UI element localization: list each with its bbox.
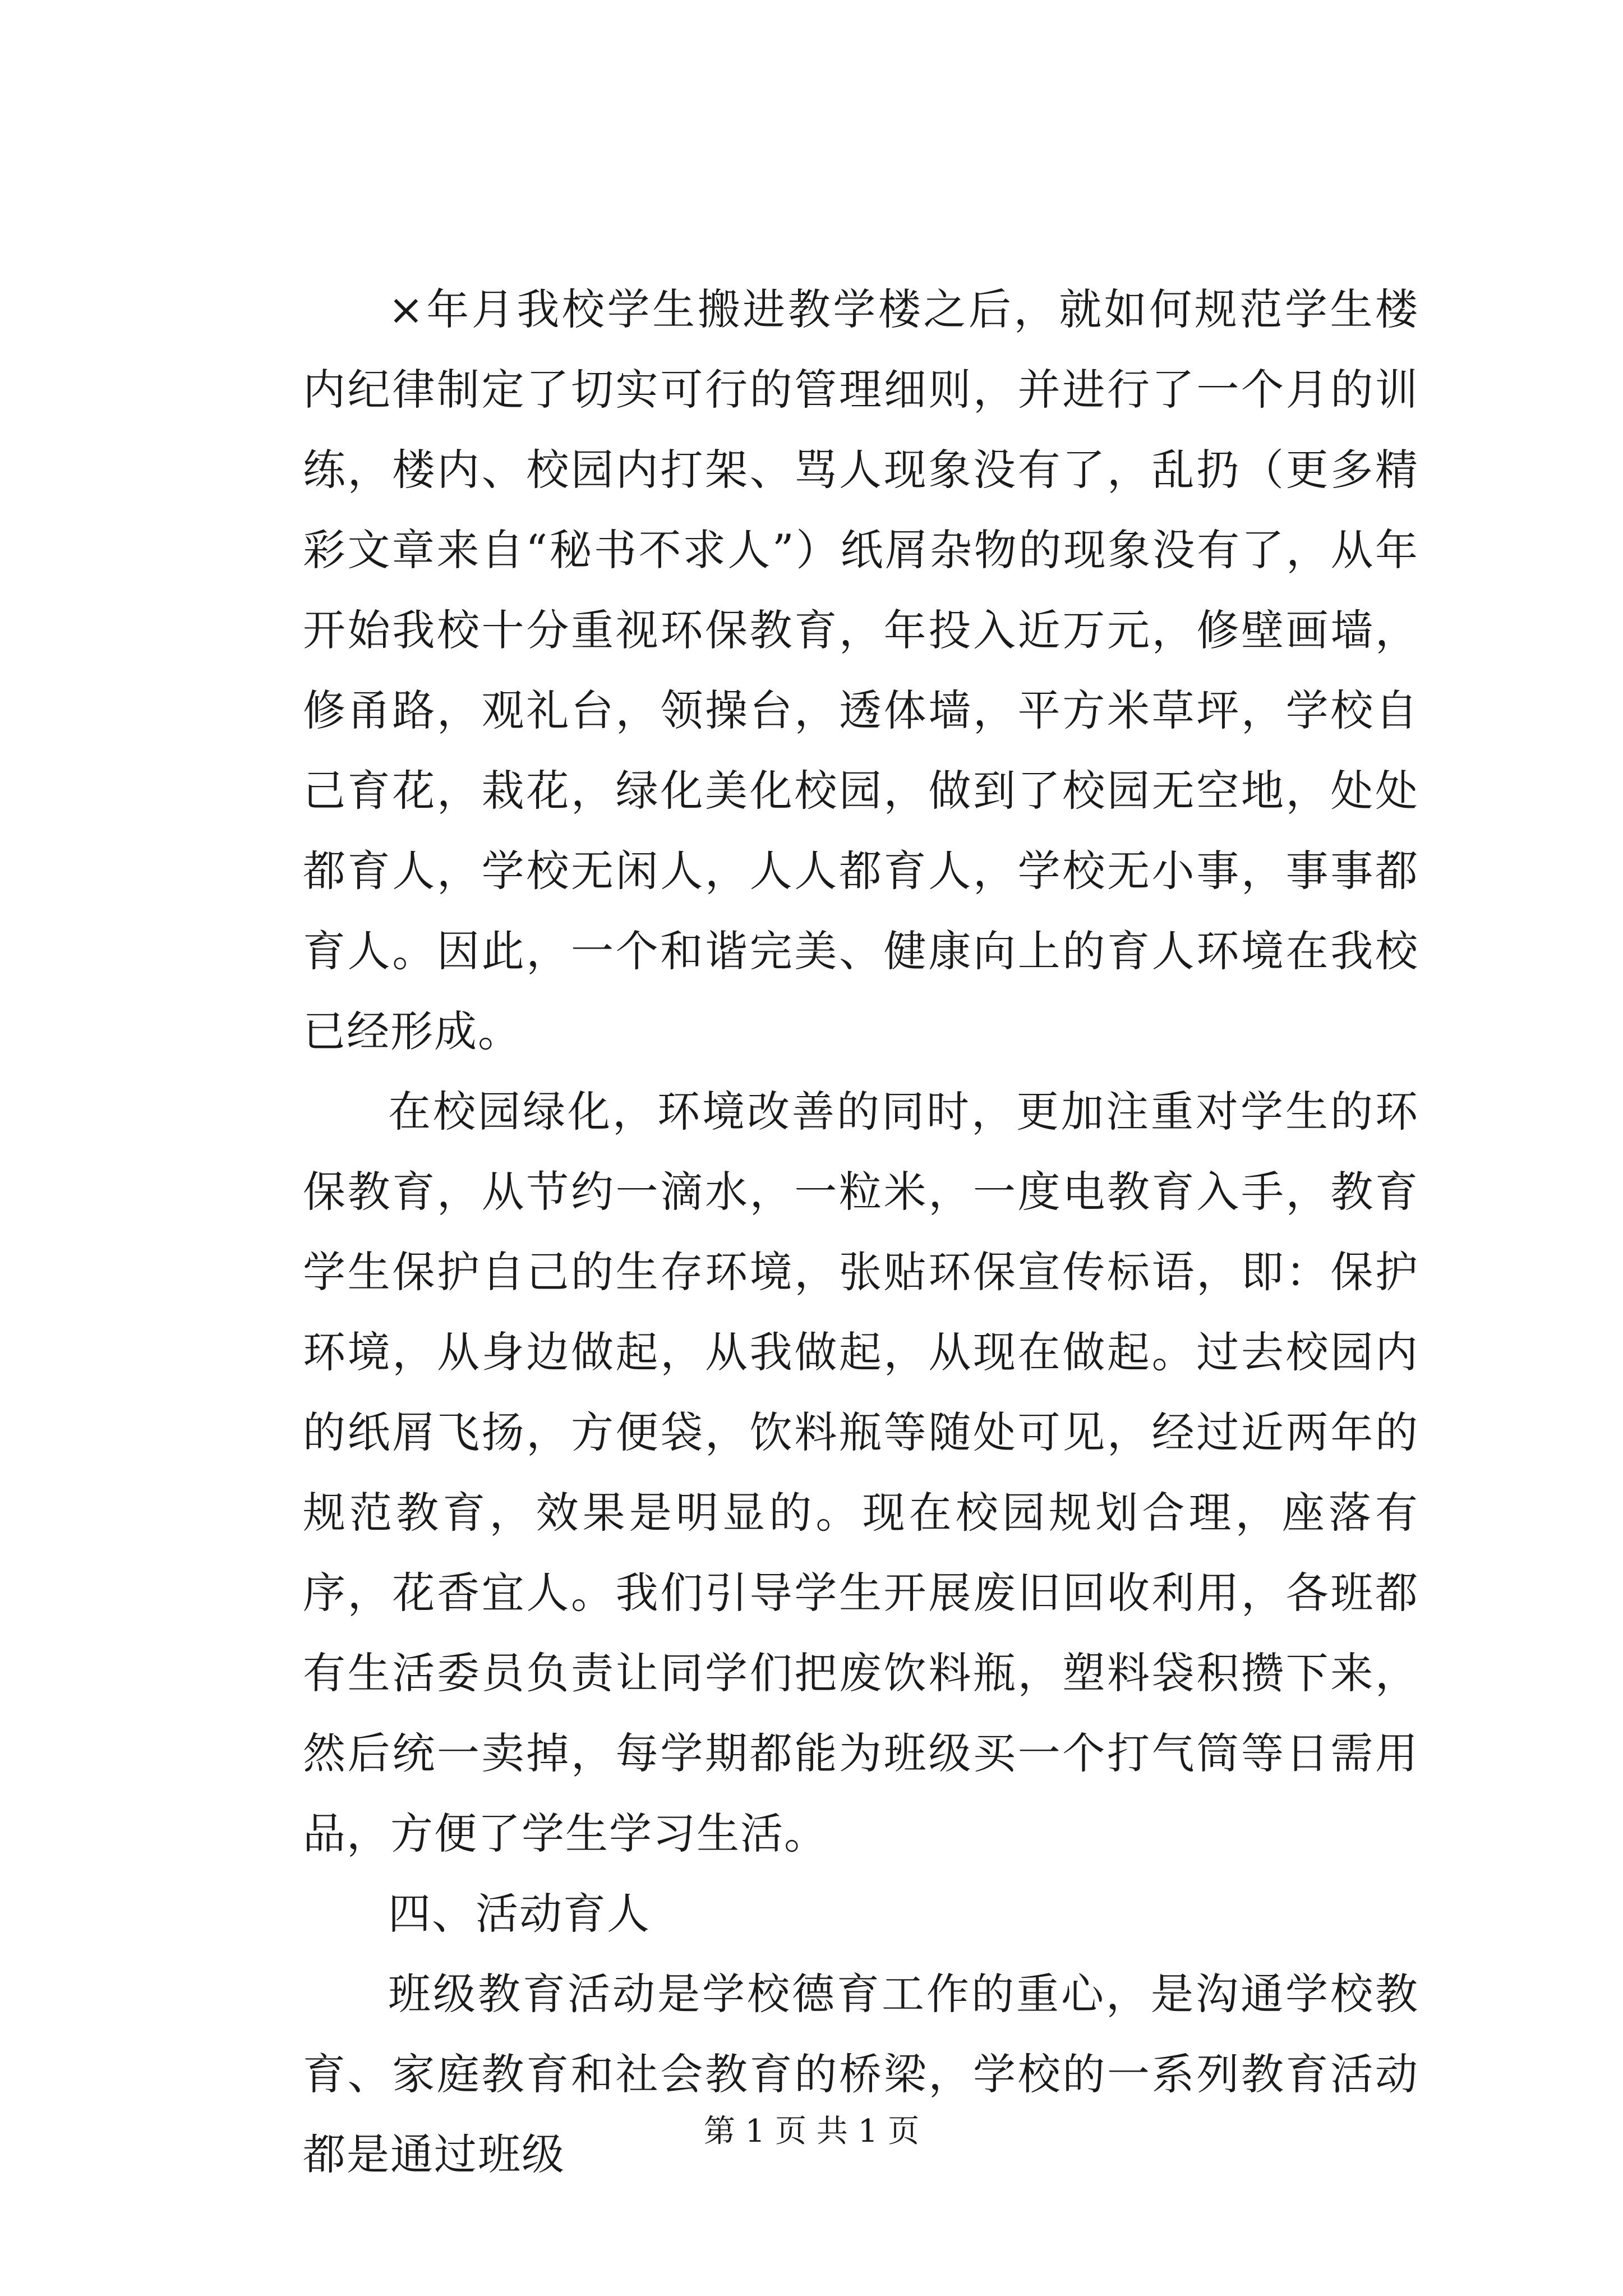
document-body xyxy=(303,269,1419,2194)
section-heading: 四、活动育人 xyxy=(388,1889,651,1939)
paragraph-3: 班级教育活动是学校德育工作的重心，是沟通学校教育、家庭教育和社会教育的桥梁，学校的一系列教育活动都是通过班级 xyxy=(303,1969,1419,2179)
page-footer: 第 1 页 共 1 页 xyxy=(703,2113,920,2150)
paragraph-1: ×年月我校学生搬进教学楼之后，就如何规范学生楼内纪律制定了切实可行的管理细则，并进行了一个月的训练，楼内、校园内打架、骂人现象没有了，乱扔（更多精彩文章来自“秘书不求人”）纸屑杂物的现象没有了，从年开始我校十分重视环保教育，年投入近万元，修壁画墙，修甬路，观礼台，领操台，透体墙，平方米草坪，学校自己育花，栽花，绿化美化校园，做到了校园无空地，处处都育人，学校无闲人，人人都育人，学校无小事，事事都育人。因此，一个和谐完美、健康向上的育人环境在我校已经形成。 xyxy=(303,284,1419,1056)
paragraph-2: 在校园绿化，环境改善的同时，更加注重对学生的环保教育，从节约一滴水，一粒米，一度电教育入手，教育学生保护自己的生存环境，张贴环保宣传标语，即：保护环境，从身边做起，从我做起，从现在做起。过去校园内的纸屑飞扬，方便袋，饮料瓶等随处可见，经过近两年的规范教育，效果是明显的。现在校园规划合理，座落有序，花香宜人。我们引导学生开展废旧回收利用，各班都有生活委员负责让同学们把废饮料瓶，塑料袋积攒下来，然后统一卖掉，每学期都能为班级买一个打气筒等日需用品，方便了学生学习生活。 xyxy=(303,1087,1419,1858)
